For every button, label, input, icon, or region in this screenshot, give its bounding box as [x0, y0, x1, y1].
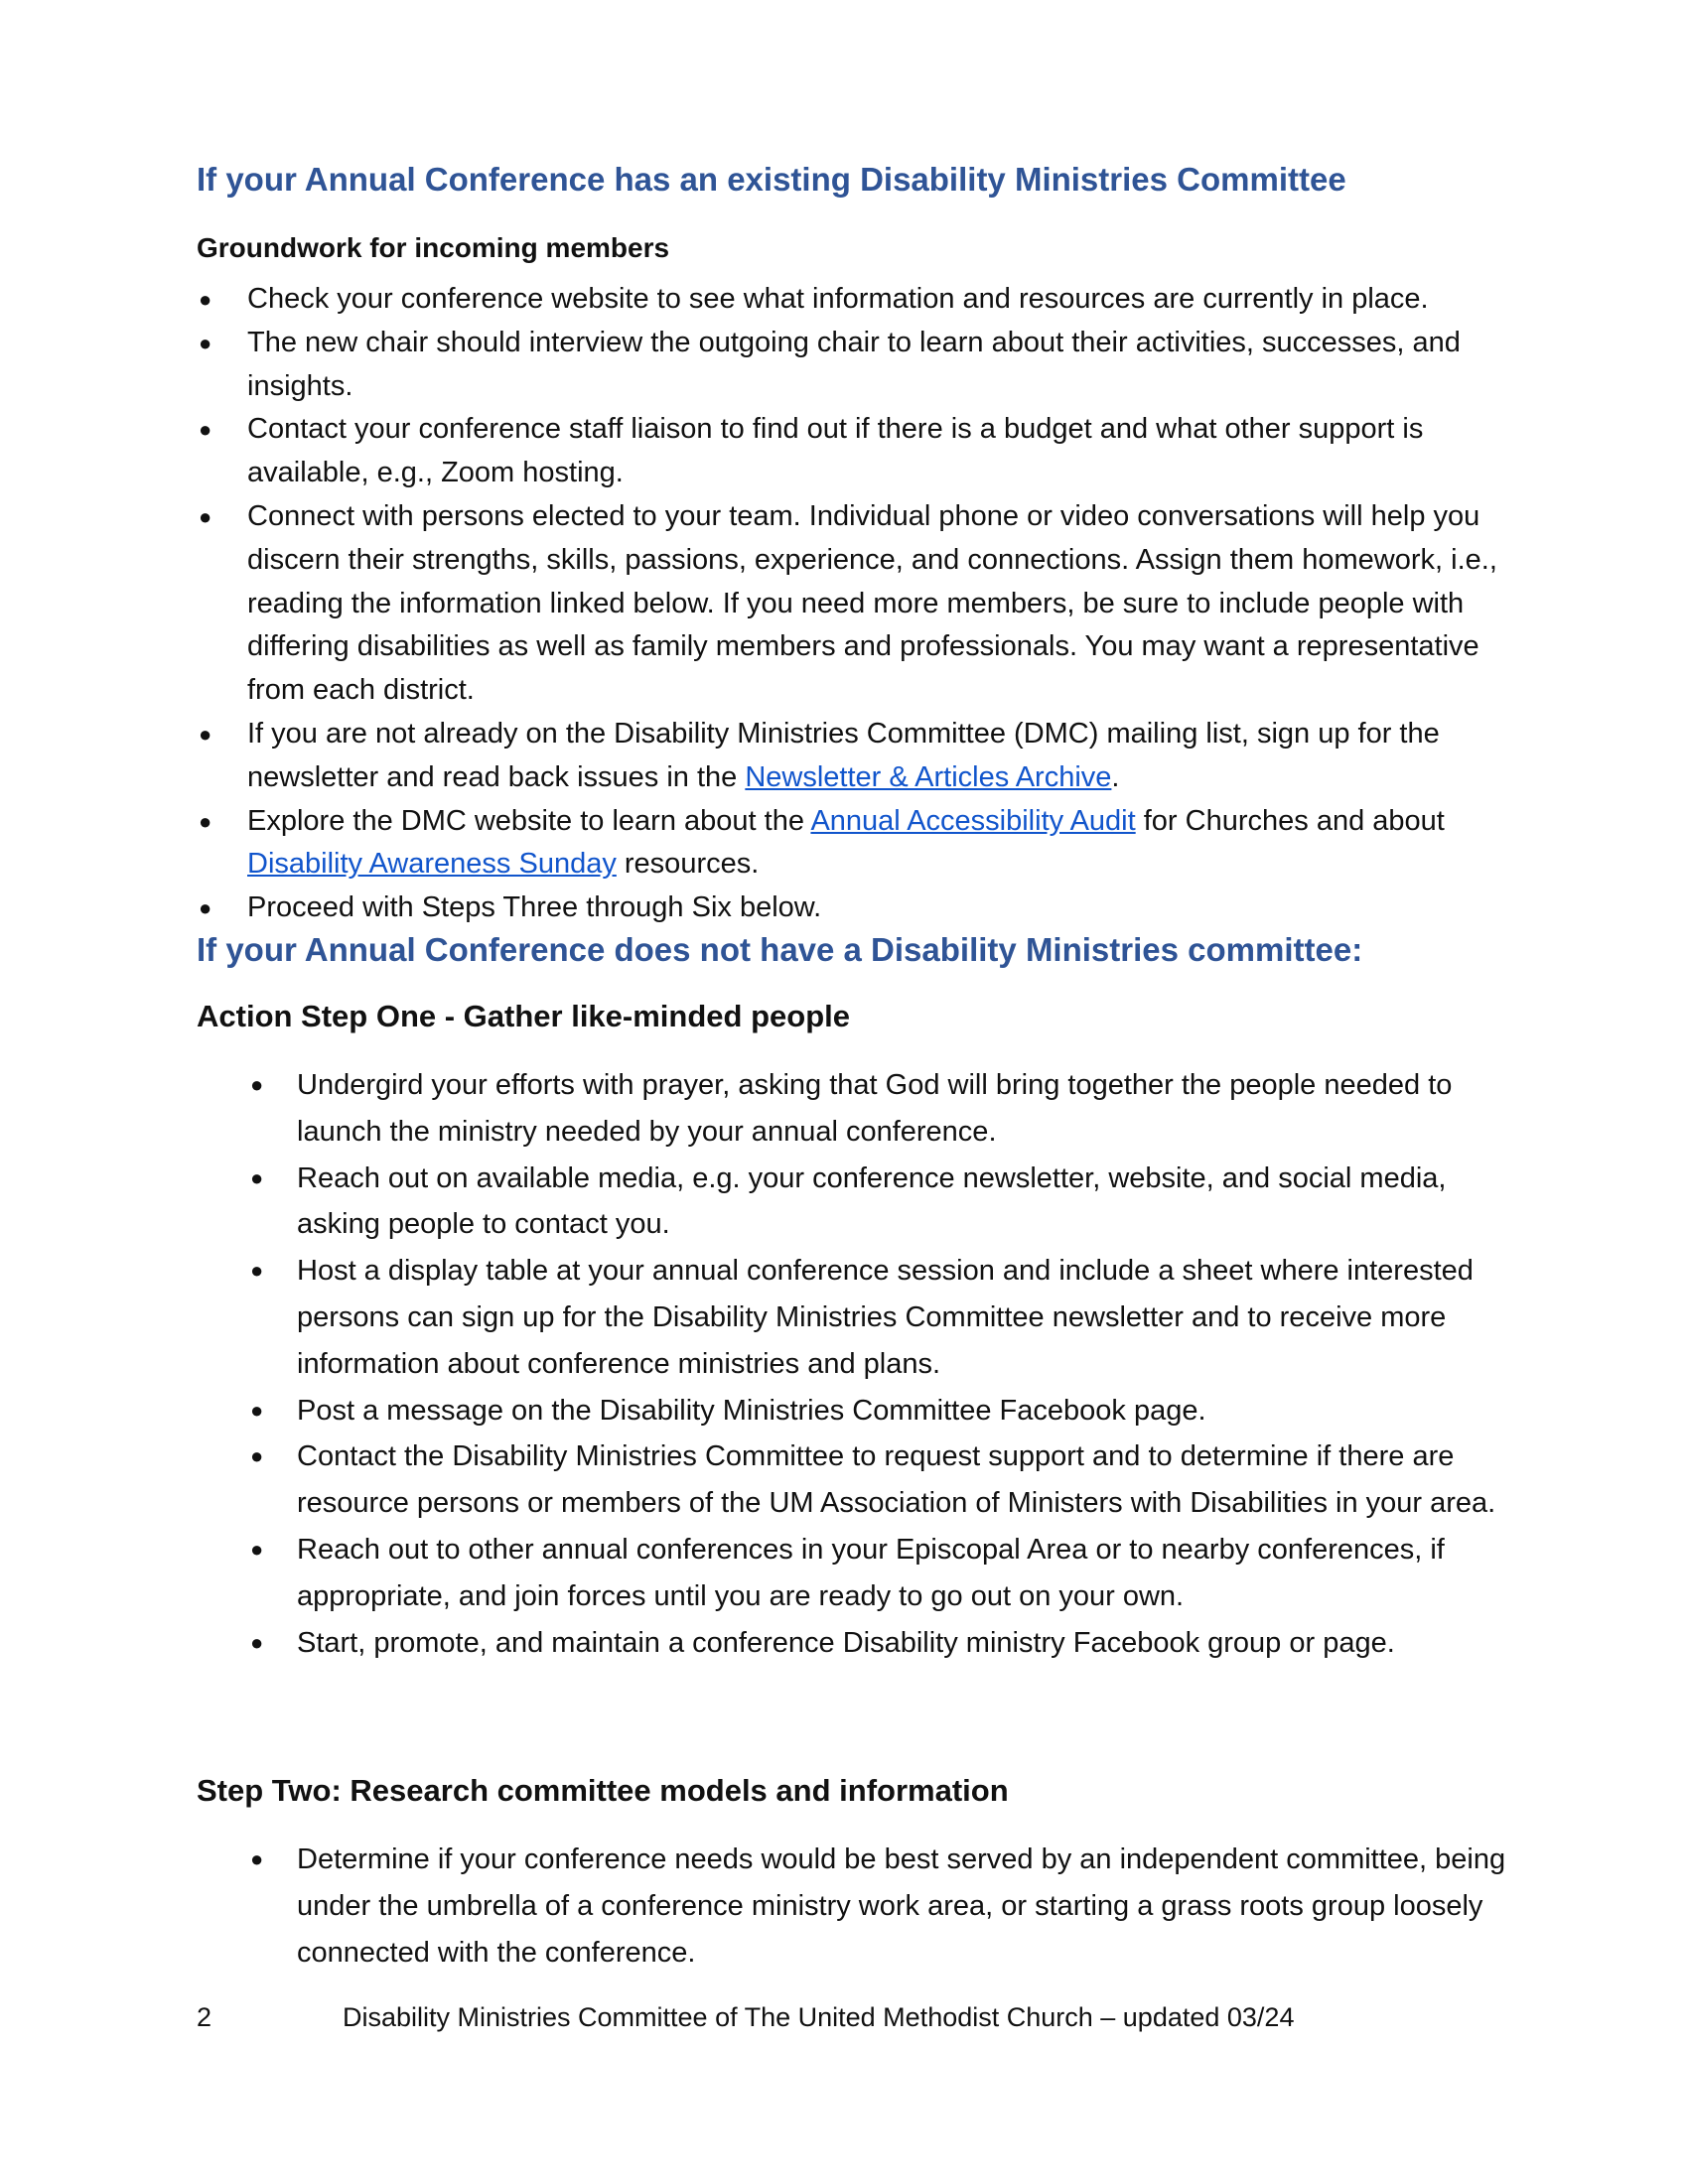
list-item: ● Connect with persons elected to your team. Individual phone or video conversations will help you discern their strengths, skills, passions, experience, and connections. Assign them homework, i.e., reading the information linked below. If you need more members, be sure to include people with differing disabilities as well as family members and professionals. You may want a representative from each district.	[197, 495, 1517, 713]
list-item: ● Post a message on the Disability Ministries Committee Facebook page.	[246, 1388, 1527, 1434]
list-item: ● Determine if your conference needs would be best served by an independent committee, being under the umbrella of a conference ministry work area, or starting a grass roots group loosely connected with the conference.	[246, 1837, 1527, 1976]
bullet-icon: ●	[250, 1536, 264, 1562]
list-item: ● If you are not already on the Disability Ministries Committee (DMC) mailing list, sign up for the newsletter and read back issues in the Newsletter & Articles Archive.	[197, 713, 1517, 800]
subheading-groundwork: Groundwork for incoming members	[197, 232, 670, 263]
bullet-icon: ●	[250, 1397, 264, 1423]
section-heading-existing-committee: If your Annual Conference has an existing Disability Ministries Committee	[197, 161, 1346, 198]
bullet-icon: ●	[250, 1629, 264, 1655]
list-item: ● Contact your conference staff liaison to find out if there is a budget and what other support is available, e.g., Zoom hosting.	[197, 408, 1517, 495]
list-item: ● The new chair should interview the outgoing chair to learn about their activities, successes, and insights.	[197, 322, 1517, 409]
bullet-icon: ●	[199, 287, 212, 312]
groundwork-list	[197, 278, 1517, 930]
bullet-icon: ●	[250, 1258, 264, 1284]
bullet-icon: ●	[199, 330, 212, 355]
awareness-sunday-link[interactable]: Disability Awareness Sunday	[247, 848, 617, 881]
step-two-list	[246, 1837, 1527, 1976]
footer-text: Disability Ministries Committee of The United Methodist Church – updated 03/24	[343, 2002, 1295, 2032]
bullet-icon: ●	[199, 808, 212, 834]
section-heading-no-committee: If your Annual Conference does not have a Disability Ministries committee:	[197, 931, 1363, 968]
step-one-title: Action Step One - Gather like-minded people	[197, 999, 850, 1033]
list-item: ● Host a display table at your annual conference session and include a sheet where interested persons can sign up for the Disability Ministries Committee newsletter and to receive more information about conference ministries and plans.	[246, 1248, 1527, 1387]
list-item: ● Proceed with Steps Three through Six below.	[197, 887, 1517, 930]
list-item: ● Start, promote, and maintain a conference Disability ministry Facebook group or page.	[246, 1620, 1527, 1667]
newsletter-archive-link[interactable]: Newsletter & Articles Archive	[745, 760, 1112, 793]
bullet-icon: ●	[199, 503, 212, 529]
bullet-icon: ●	[199, 895, 212, 921]
bullet-icon: ●	[199, 417, 212, 443]
list-item: ● Contact the Disability Ministries Committee to request support and to determine if there are resource persons or members of the UM Association of Ministers with Disabilities in your area.	[246, 1433, 1527, 1527]
bullet-icon: ●	[250, 1846, 264, 1871]
list-item: ● Reach out to other annual conferences in your Episcopal Area or to nearby conferences, if appropriate, and join forces until you are ready to go out on your own.	[246, 1527, 1527, 1620]
list-item: ● Undergird your efforts with prayer, asking that God will bring together the people needed to launch the ministry needed by your annual conference.	[246, 1062, 1527, 1156]
bullet-icon: ●	[250, 1443, 264, 1469]
step-two-title: Step Two: Research committee models and information	[197, 1773, 1009, 1808]
step-one-list	[246, 1062, 1527, 1666]
list-item: ● Reach out on available media, e.g. your conference newsletter, website, and social media, asking people to contact you.	[246, 1156, 1527, 1249]
bullet-icon: ●	[250, 1164, 264, 1190]
list-item: ● Check your conference website to see what information and resources are currently in place.	[197, 278, 1517, 322]
list-item: ● Explore the DMC website to learn about the Annual Accessibility Audit for Churches and about Disability Awareness Sunday resources.	[197, 800, 1517, 887]
accessibility-audit-link[interactable]: Annual Accessibility Audit	[810, 804, 1136, 837]
bullet-icon: ●	[199, 721, 212, 747]
bullet-icon: ●	[250, 1072, 264, 1097]
page-number: 2	[197, 2002, 212, 2032]
